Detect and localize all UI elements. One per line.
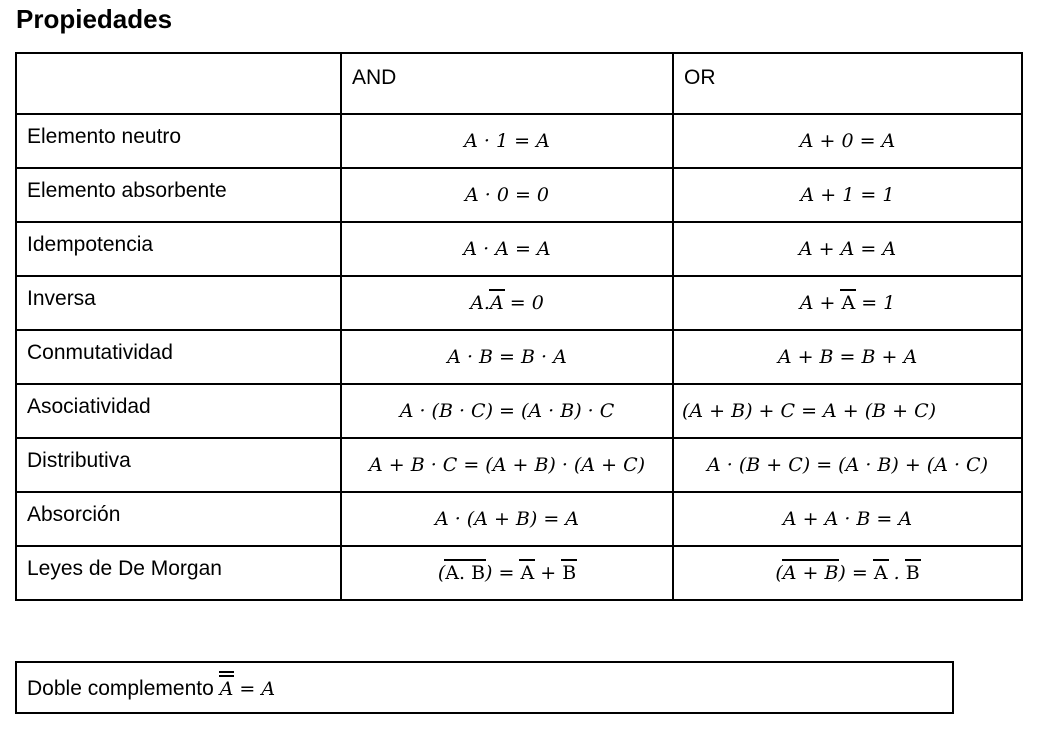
formula-part: . [887, 562, 906, 584]
negated-term: A [841, 292, 856, 314]
negated-term: A [873, 562, 888, 584]
negated-term: A [520, 562, 535, 584]
header-and: AND [341, 53, 673, 114]
formula-part: = 1 [855, 292, 896, 314]
table-header-row [16, 53, 1022, 114]
row-label: Elemento absorbente [27, 179, 227, 202]
row-label: Distributiva [27, 449, 131, 472]
row-label: Conmutatividad [27, 341, 173, 364]
row-label: Leyes de De Morgan [27, 557, 222, 580]
double-complement-rest: = A [233, 678, 276, 700]
table-row [16, 546, 1022, 600]
and-formula: A + B · C = (A + B) · (A + C) [368, 454, 646, 476]
formula-part: ( [437, 562, 446, 584]
or-formula: A · (B + C) = (A · B) + (A · C) [707, 454, 988, 476]
table-row [16, 114, 1022, 168]
table-row [16, 222, 1022, 276]
negated-term: A [489, 292, 504, 314]
negated-term: A. B [445, 562, 486, 584]
page-title: Propiedades [16, 4, 173, 34]
and-formula: A · (B · C) = (A · B) · C [399, 400, 615, 422]
and-formula: A · (A + B) = A [434, 508, 580, 530]
table-row [16, 330, 1022, 384]
formula-part: ) = [485, 562, 521, 584]
table-row [16, 384, 1022, 438]
or-formula [673, 276, 1022, 330]
or-formula: (A + B) + C = A + (B + C) [682, 400, 937, 422]
row-label: Elemento neutro [27, 125, 182, 148]
or-formula [673, 546, 1022, 600]
formula-part: A + [799, 292, 842, 314]
negated-term: A + B [782, 562, 839, 584]
double-negated-term: A [219, 678, 234, 700]
row-label: Idempotencia [27, 233, 154, 256]
negated-term: B [562, 562, 577, 584]
and-formula [341, 276, 673, 330]
or-formula: A + 1 = 1 [800, 184, 895, 206]
or-formula: A + 0 = A [799, 130, 896, 152]
formula-part: + [534, 562, 563, 584]
double-complement-box [15, 661, 954, 714]
header-empty-cell [16, 53, 341, 114]
formula-part: = 0 [503, 292, 544, 314]
formula-part: ( [775, 562, 783, 584]
or-formula: A + A · B = A [782, 508, 913, 530]
row-label: Inversa [27, 287, 96, 310]
and-formula [341, 546, 673, 600]
and-formula: A · 0 = 0 [464, 184, 549, 206]
row-label: Asociatividad [27, 395, 151, 418]
row-label: Absorción [27, 503, 121, 526]
double-complement-label: Doble complemento [27, 677, 220, 700]
formula-part: ) = [838, 562, 874, 584]
properties-table [15, 52, 1023, 601]
or-formula: A + B = B + A [777, 346, 918, 368]
and-formula: A · B = B · A [447, 346, 567, 368]
table-row [16, 168, 1022, 222]
negated-term: B [905, 562, 920, 584]
header-or: OR [673, 53, 1022, 114]
and-formula: A · A = A [463, 238, 551, 260]
formula-part: A. [470, 292, 490, 314]
or-formula: A + A = A [798, 238, 897, 260]
table-row [16, 438, 1022, 492]
table-row [16, 276, 1022, 330]
and-formula: A · 1 = A [464, 130, 550, 152]
table-row [16, 492, 1022, 546]
